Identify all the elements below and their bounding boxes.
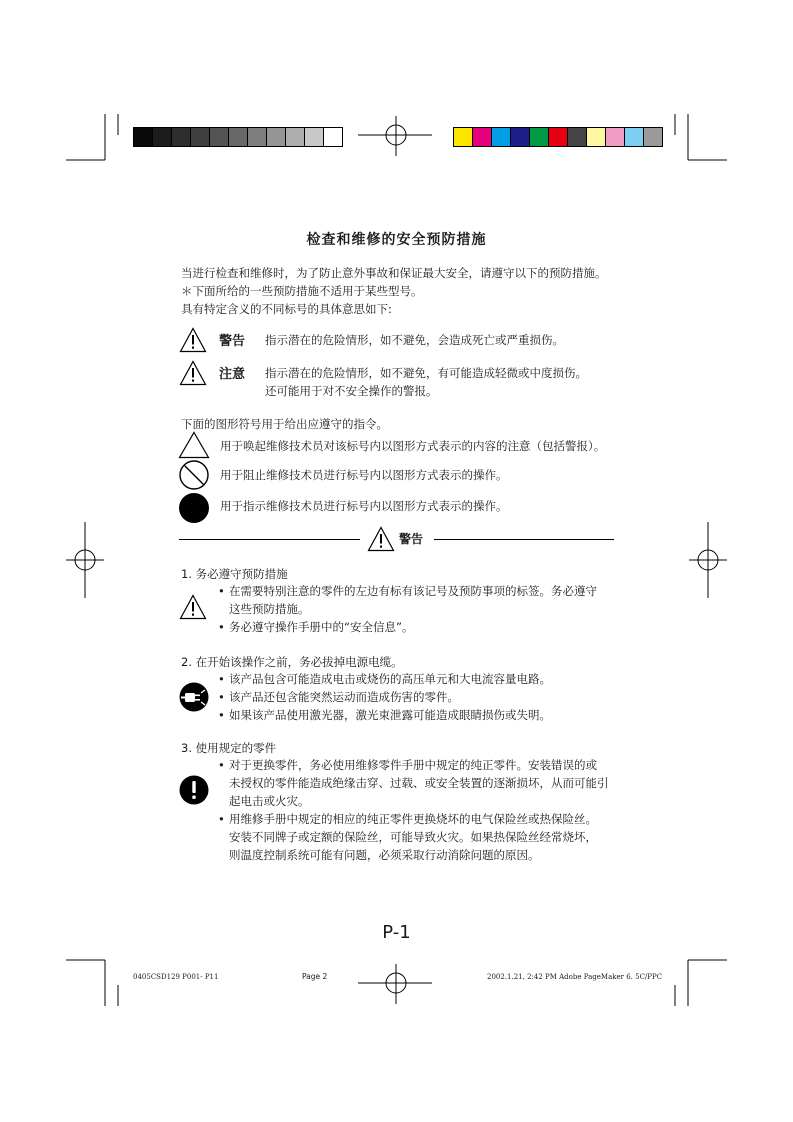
section-3-bullet-2-line-3: 则温度控制系统可能有问题，必须采取行动消除问题的原因。 [229, 848, 540, 862]
color-swatch [567, 128, 586, 146]
gray-swatch [304, 128, 323, 146]
mandatory-circle-icon [178, 492, 210, 524]
gray-swatch [266, 128, 285, 146]
section-3-bullet-1-line-1: • 对于更换零件，务必使用维修零件手册中规定的纯正零件。安装错误的或 [229, 756, 597, 774]
section-1-warning-icon [179, 594, 207, 620]
page-number: P-1 [382, 922, 411, 943]
color-swatch [586, 128, 605, 146]
warning-description: 指示潜在的危险情形，如不避免，会造成死亡或严重损伤。 [265, 333, 564, 347]
gray-swatch [285, 128, 304, 146]
warning-header-label: 警告 [399, 532, 424, 546]
caution-triangle-icon [179, 360, 207, 386]
color-swatch [472, 128, 491, 146]
gray-swatch [171, 128, 190, 146]
section-3-bullet-2-line-2: 安装不同牌子或定额的保险丝，可能导致火灾。如果热保险丝经常烧坏， [229, 830, 597, 844]
warning-triangle-icon [179, 327, 207, 353]
section-3-title: 3. 使用规定的零件 [181, 741, 277, 755]
section-3-bullet-1-line-2: 未授权的零件能造成绝缘击穿、过载、或安全装置的逐渐损坏，从而可能引 [229, 776, 609, 790]
process-color-bar [453, 127, 663, 147]
symbol-mandatory-text: 用于指示维修技术员进行标号内以图形方式表示的操作。 [220, 499, 508, 513]
gray-swatch [209, 128, 228, 146]
gray-swatch [247, 128, 266, 146]
gray-swatch [228, 128, 247, 146]
caution-description-1: 指示潜在的危险情形，如不避免，有可能造成轻微或中度损伤。 [265, 366, 587, 380]
gray-swatch [323, 128, 342, 146]
color-swatch [510, 128, 529, 146]
color-swatch [491, 128, 510, 146]
intro-line-3: 具有特定含义的不同标号的具体意思如下: [181, 302, 392, 316]
footer-file-id: 0405CSD129 P001- P11 [133, 973, 219, 981]
color-swatch [548, 128, 567, 146]
gray-swatch [190, 128, 209, 146]
gray-color-bar [133, 127, 343, 147]
section-1-bullet-2: • 务必遵守操作手册中的“安全信息”。 [229, 618, 413, 636]
caution-description-2: 还可能用于对不安全操作的警报。 [265, 384, 438, 398]
section-2-bullet-3: • 如果该产品使用激光器，激光束泄露可能造成眼睛损伤或失明。 [229, 706, 551, 724]
footer-timestamp: 2002.1.21, 2:42 PM Adobe PageMaker 6. 5C/PPC [487, 973, 663, 981]
section-1-bullet-1-line-1: • 在需要特别注意的零件的左边有标有该记号及预防事项的标签。务必遵守 [229, 582, 597, 600]
color-swatch [529, 128, 548, 146]
section-2-bullet-2: • 该产品还包含能突然运动而造成伤害的零件。 [229, 688, 459, 706]
prohibition-icon [178, 459, 210, 491]
color-swatch [624, 128, 643, 146]
section-3-bullet-1-line-3: 起电击或火灾。 [229, 794, 310, 808]
symbol-attention-text: 用于唤起维修技术员对该标号内以图形方式表示的内容的注意（包括警报）。 [220, 439, 606, 453]
color-swatch [605, 128, 624, 146]
section-1-bullet-1-line-2: 这些预防措施。 [229, 602, 310, 616]
attention-triangle-icon [178, 431, 210, 459]
unplug-icon [179, 682, 209, 712]
symbols-intro: 下面的图形符号用于给出应遵守的指令。 [181, 417, 388, 431]
warning-rule-left [179, 539, 360, 540]
section-1-title: 1. 务必遵守预防措施 [181, 567, 288, 581]
gray-swatch [152, 128, 171, 146]
caution-label: 注意 [219, 367, 246, 382]
footer-page: Page 2 [302, 972, 328, 981]
section-2-bullet-1: • 该产品包含可能造成电击或烧伤的高压单元和大电流容量电路。 [229, 670, 551, 688]
symbol-prohibition-text: 用于阻止维修技术员进行标号内以图形方式表示的操作。 [220, 468, 508, 482]
section-3-bullet-2-line-1: • 用维修手册中规定的相应的纯正零件更换烧坏的电气保险丝或热保险丝。 [229, 810, 597, 828]
color-swatch [454, 128, 472, 146]
intro-line-1: 当进行检查和维修时，为了防止意外事故和保证最大安全，请遵守以下的预防措施。 [181, 266, 607, 280]
mandatory-exclamation-icon [179, 775, 209, 805]
page-title: 检查和维修的安全预防措施 [306, 232, 487, 248]
color-swatch [643, 128, 662, 146]
gray-swatch [134, 128, 152, 146]
intro-line-2: ＊下面所给的一些预防措施不适用于某些型号。 [181, 284, 423, 298]
warning-header-icon [367, 526, 395, 552]
section-2-title: 2. 在开始该操作之前，务必拔掉电源电缆。 [181, 655, 403, 669]
warning-rule-right [434, 539, 614, 540]
warning-label: 警告 [219, 334, 246, 349]
